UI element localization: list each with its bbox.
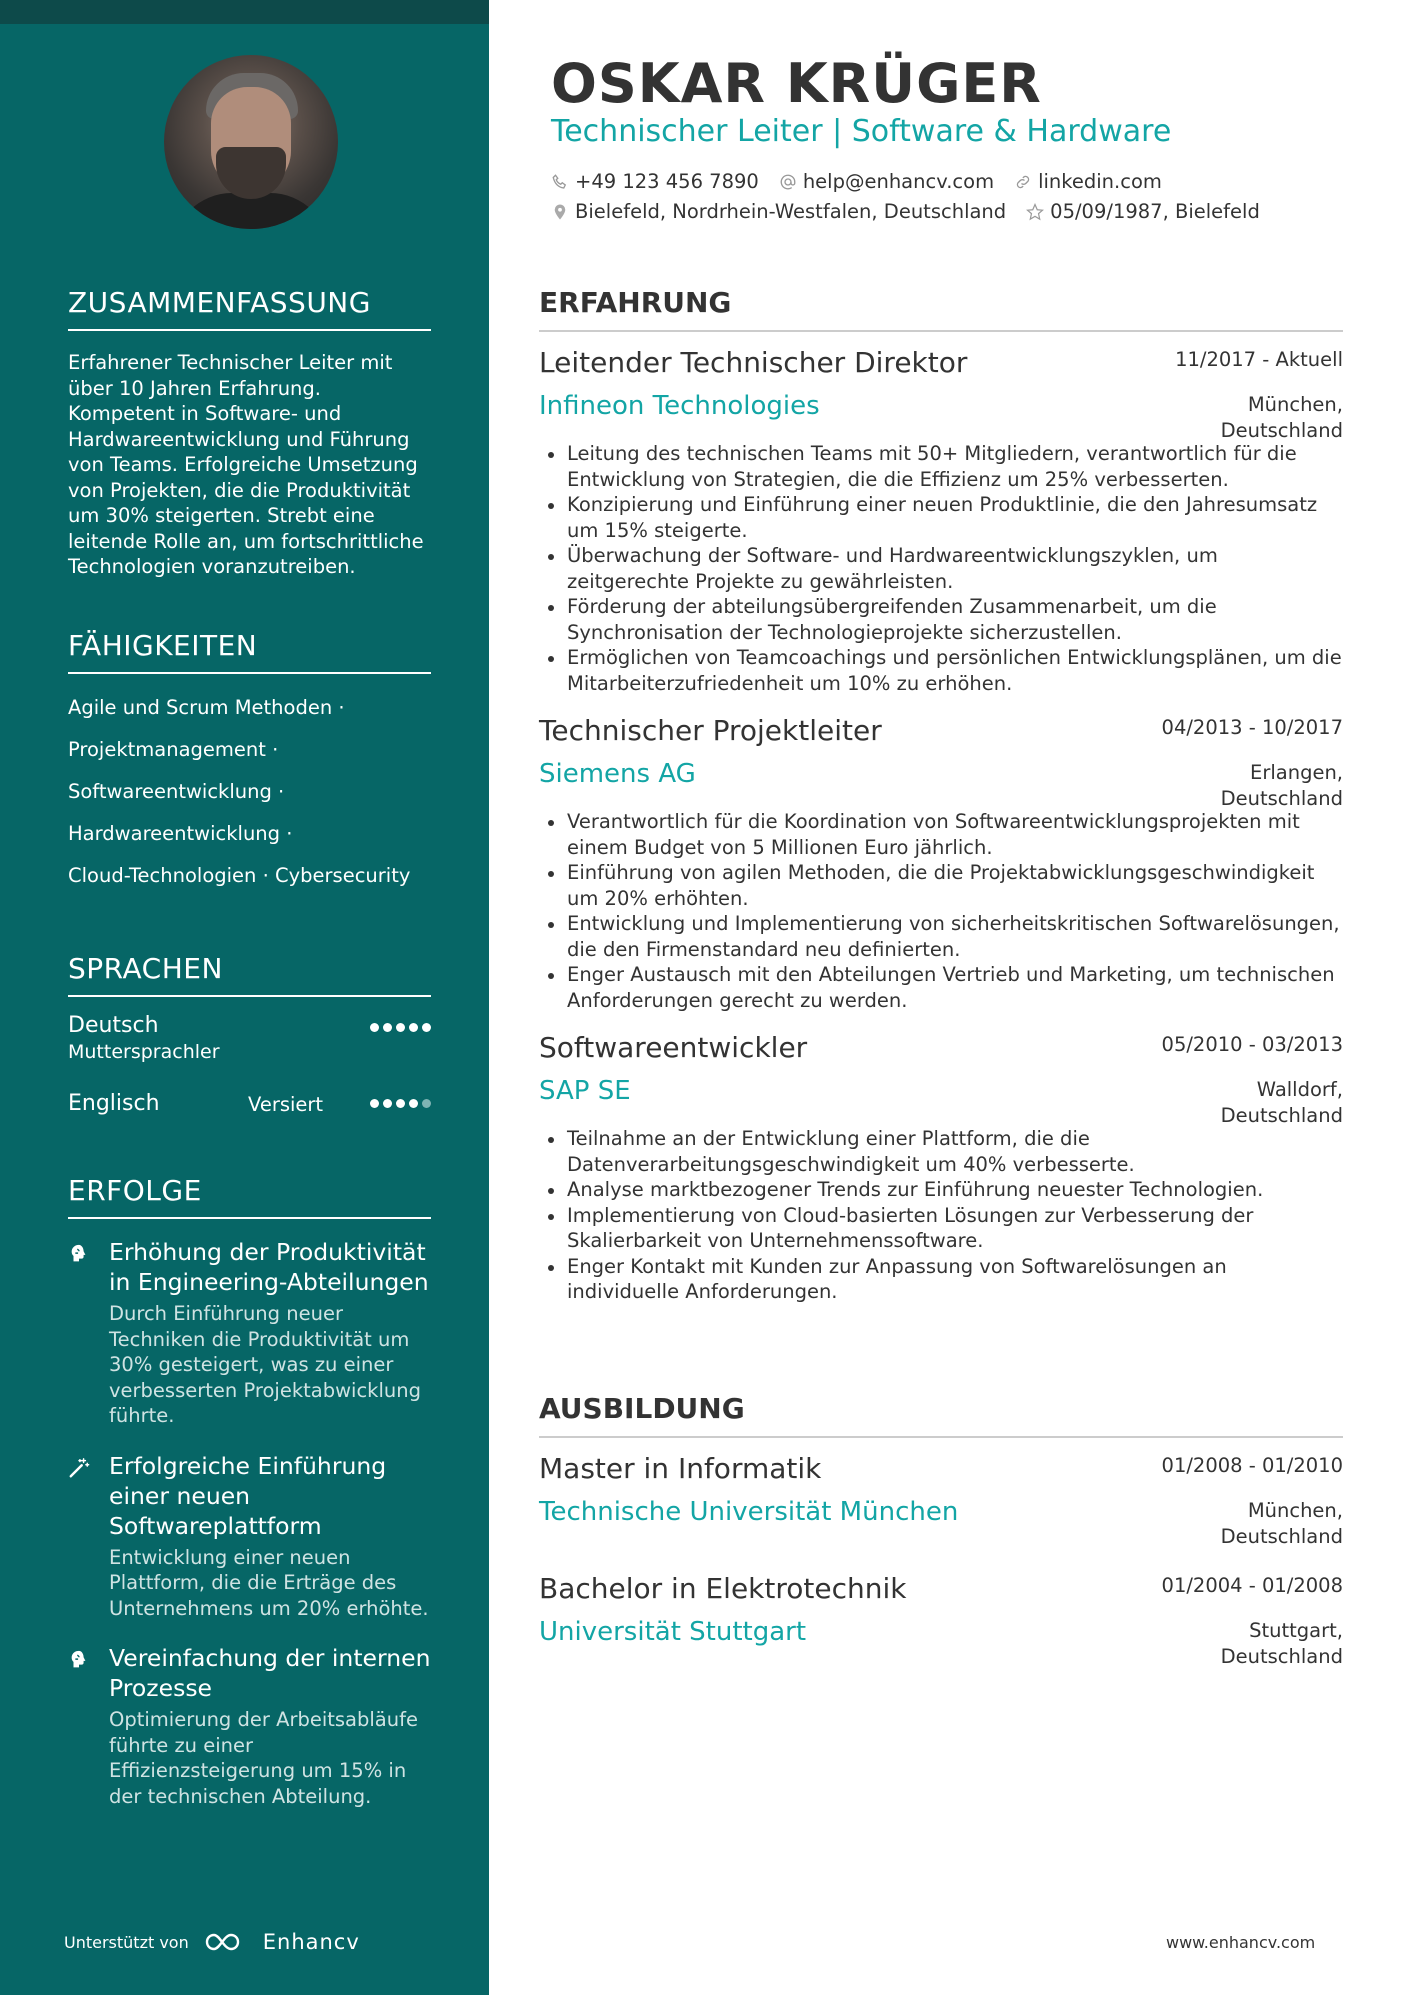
job-company[interactable]: Siemens AG <box>539 759 696 789</box>
achievements-section <box>68 1174 431 1809</box>
job-item <box>539 346 1343 696</box>
education-dates: 01/2004 - 01/2008 <box>1161 1574 1343 1597</box>
level-dot <box>383 1099 392 1108</box>
job-bullet: Entwicklung und Implementierung von sicherheitskritischen Softwarelösungen, die den Firmenstandard neu definierten. <box>539 911 1343 962</box>
job-bullet: Analyse marktbezogener Trends zur Einführung neuester Technologien. <box>539 1177 1343 1203</box>
level-dot <box>396 1023 405 1032</box>
language-item <box>68 997 431 1063</box>
job-item <box>539 1031 1343 1305</box>
job-location-country: Deutschland <box>1220 1103 1343 1127</box>
job-bullet: Enger Austausch mit den Abteilungen Vertrieb und Marketing, um technischen Anforderungen gerecht zu werden. <box>539 962 1343 1013</box>
education-location-city: München, <box>1247 1499 1343 1522</box>
skills-section <box>68 629 431 897</box>
language-name: Englisch <box>68 1091 160 1116</box>
job-location-city: Walldorf, <box>1256 1078 1343 1101</box>
education-school[interactable]: Universität Stuttgart <box>539 1617 807 1647</box>
education-item <box>539 1572 1343 1682</box>
level-dot <box>383 1023 392 1032</box>
level-dot <box>409 1023 418 1032</box>
language-level-dots <box>370 1023 431 1032</box>
job-bullet: Implementierung von Cloud-basierten Lösungen zur Verbesserung der Skalierbarkeit von Unternehmenssoftware. <box>539 1203 1343 1254</box>
job-location-country: Deutschland <box>1220 786 1343 810</box>
achievements-title: ERFOLGE <box>68 1174 431 1219</box>
job-bullet: Verantwortlich für die Koordination von Softwareentwicklungsprojekten mit einem Budget von 5 Millionen Euro jährlich. <box>539 809 1343 860</box>
level-dot <box>409 1099 418 1108</box>
skill-item: Projektmanagement · <box>68 738 279 761</box>
job-location <box>1221 760 1343 811</box>
powered-by <box>64 1930 360 1954</box>
language-name: Deutsch <box>68 1013 159 1038</box>
languages-title: SPRACHEN <box>68 952 431 997</box>
job-bullets <box>539 441 1343 696</box>
job-bullet: Ermöglichen von Teamcoachings und persönlichen Entwicklungsplänen, um die Mitarbeiterzufriedenheit um 10% zu erhöhen. <box>539 645 1343 696</box>
enhancv-logo-icon <box>203 1930 249 1954</box>
level-dot <box>422 1023 431 1032</box>
job-bullet: Leitung des technischen Teams mit 50+ Mitgliedern, verantwortlich für die Entwicklung von Strategien, die die Effizienz um 25% verbesserten. <box>539 441 1343 492</box>
location-pin-icon <box>551 203 569 221</box>
summary-title: ZUSAMMENFASSUNG <box>68 286 431 331</box>
education-location-country: Deutschland <box>1220 1524 1343 1548</box>
achievement-item <box>68 1643 431 1809</box>
contact-phone-text: +49 123 456 7890 <box>575 170 759 193</box>
languages-section <box>68 952 431 1121</box>
experience-section <box>539 286 1343 1305</box>
language-item <box>68 1063 431 1121</box>
contact-birth <box>1026 200 1260 223</box>
achievement-title: Erhöhung der Produktivität in Engineering-Abteilungen <box>109 1238 429 1296</box>
job-item <box>539 714 1343 1013</box>
sidebar <box>0 0 489 1995</box>
job-company[interactable]: SAP SE <box>539 1076 631 1106</box>
job-bullet: Teilnahme an der Entwicklung einer Plattform, die die Datenverarbeitungsgeschwindigkeit um 40% verbesserte. <box>539 1126 1343 1177</box>
job-dates: 11/2017 - Aktuell <box>1175 348 1343 371</box>
job-company[interactable]: Infineon Technologies <box>539 391 820 421</box>
level-dot <box>370 1023 379 1032</box>
language-level-dots <box>370 1099 431 1108</box>
job-title: Technischer Projektleiter <box>539 714 882 747</box>
job-bullet: Konzipierung und Einführung einer neuen Produktlinie, die den Jahresumsatz um 15% steigerte. <box>539 492 1343 543</box>
contact-email[interactable] <box>779 170 994 193</box>
contact-location <box>551 200 1006 223</box>
education-title: AUSBILDUNG <box>539 1392 1343 1438</box>
language-level-label: Versiert <box>248 1093 324 1116</box>
job-location-city: München, <box>1247 393 1343 416</box>
experience-title: ERFAHRUNG <box>539 286 1343 332</box>
skills-title: FÄHIGKEITEN <box>68 629 431 674</box>
profile-photo <box>164 55 338 229</box>
level-dot <box>396 1099 405 1108</box>
job-bullet: Förderung der abteilungsübergreifenden Zusammenarbeit, um die Synchronisation der Technologieprojekte sicherzustellen. <box>539 594 1343 645</box>
magic-wand-icon <box>68 1457 90 1479</box>
education-school[interactable]: Technische Universität München <box>539 1497 959 1527</box>
achievement-desc: Durch Einführung neuer Techniken die Produktivität um 30% gesteigert, was zu einer verbesserten Projektabwicklung führte. <box>109 1302 421 1427</box>
at-sign-icon <box>779 173 797 191</box>
education-location <box>1221 1618 1343 1669</box>
education-degree: Bachelor in Elektrotechnik <box>539 1572 907 1605</box>
skill-item: Softwareentwicklung · <box>68 780 285 803</box>
education-dates: 01/2008 - 01/2010 <box>1161 1454 1343 1477</box>
contact-row <box>551 170 1162 193</box>
star-icon <box>1026 203 1044 221</box>
level-dot <box>370 1099 379 1108</box>
summary-text: Erfahrener Technischer Leiter mit über 10 Jahren Erfahrung. Kompetent in Software- und Hardwareentwicklung und Führung von Teams. Erfolgreiche Umsetzung von Projekten, die die Produktivität um 30% steigerten. Strebt eine leitende Rolle an, um fortschrittliche Technologien voranzutreiben. <box>68 351 424 578</box>
summary-section <box>68 286 431 580</box>
job-dates: 05/2010 - 03/2013 <box>1161 1033 1343 1056</box>
achievement-desc: Entwicklung einer neuen Plattform, die die Erträge des Unternehmens um 20% erhöhte. <box>109 1545 429 1620</box>
link-icon <box>1014 173 1032 191</box>
skill-item: Agile und Scrum Methoden · <box>68 696 345 719</box>
skills-list <box>68 687 431 897</box>
contact-phone[interactable] <box>551 170 759 193</box>
job-bullet: Einführung von agilen Methoden, die die Projektabwicklungsgeschwindigkeit um 20% erhöhten. <box>539 860 1343 911</box>
sidebar-top-bar <box>0 0 489 24</box>
contact-linkedin[interactable] <box>1014 170 1162 193</box>
enhancv-brand[interactable]: Enhancv <box>262 1930 360 1954</box>
job-bullets <box>539 1126 1343 1305</box>
footer-url[interactable]: www.enhancv.com <box>1166 1933 1316 1952</box>
candidate-role: Technischer Leiter | Software & Hardware <box>551 114 1172 149</box>
contact-birth-text: 05/09/1987, Bielefeld <box>1050 200 1260 223</box>
brain-icon <box>68 1649 90 1671</box>
achievement-item <box>68 1451 431 1622</box>
contact-row-2 <box>551 200 1260 223</box>
language-sub: Muttersprachler <box>68 1041 220 1063</box>
contact-linkedin-text: linkedin.com <box>1038 170 1162 193</box>
education-item <box>539 1452 1343 1562</box>
job-location-city: Erlangen, <box>1250 761 1343 784</box>
education-location-city: Stuttgart, <box>1249 1619 1343 1642</box>
job-location <box>1221 392 1343 443</box>
candidate-name: OSKAR KRÜGER <box>551 52 1042 115</box>
powered-by-label: Unterstützt von <box>64 1932 189 1952</box>
skill-item: Cloud-Technologien · Cybersecurity <box>68 864 411 887</box>
job-location-country: Deutschland <box>1220 418 1343 442</box>
job-bullet: Enger Kontakt mit Kunden zur Anpassung von Softwarelösungen an individuelle Anforderungen. <box>539 1254 1343 1305</box>
job-bullets <box>539 809 1343 1013</box>
job-location <box>1221 1077 1343 1128</box>
education-location <box>1221 1498 1343 1549</box>
job-title: Softwareentwickler <box>539 1031 808 1064</box>
achievement-title: Erfolgreiche Einführung einer neuen Softwareplattform <box>109 1451 387 1540</box>
skill-item: Hardwareentwicklung · <box>68 822 293 845</box>
contact-location-text: Bielefeld, Nordrhein-Westfalen, Deutschland <box>575 200 1007 223</box>
level-dot <box>422 1099 431 1108</box>
education-location-country: Deutschland <box>1220 1644 1343 1668</box>
education-degree: Master in Informatik <box>539 1452 822 1485</box>
brain-icon <box>68 1243 90 1265</box>
job-title: Leitender Technischer Direktor <box>539 346 968 379</box>
achievement-desc: Optimierung der Arbeitsabläufe führte zu einer Effizienzsteigerung um 15% in der technischen Abteilung. <box>109 1708 418 1808</box>
achievement-title: Vereinfachung der internen Prozesse <box>109 1644 431 1702</box>
achievement-item <box>68 1237 431 1429</box>
phone-icon <box>551 173 569 191</box>
job-bullet: Überwachung der Software- und Hardwareentwicklungszyklen, um zeitgerechte Projekte zu gewährleisten. <box>539 543 1343 594</box>
education-section <box>539 1392 1343 1682</box>
contact-email-text: help@enhancv.com <box>802 170 995 193</box>
job-dates: 04/2013 - 10/2017 <box>1161 716 1343 739</box>
